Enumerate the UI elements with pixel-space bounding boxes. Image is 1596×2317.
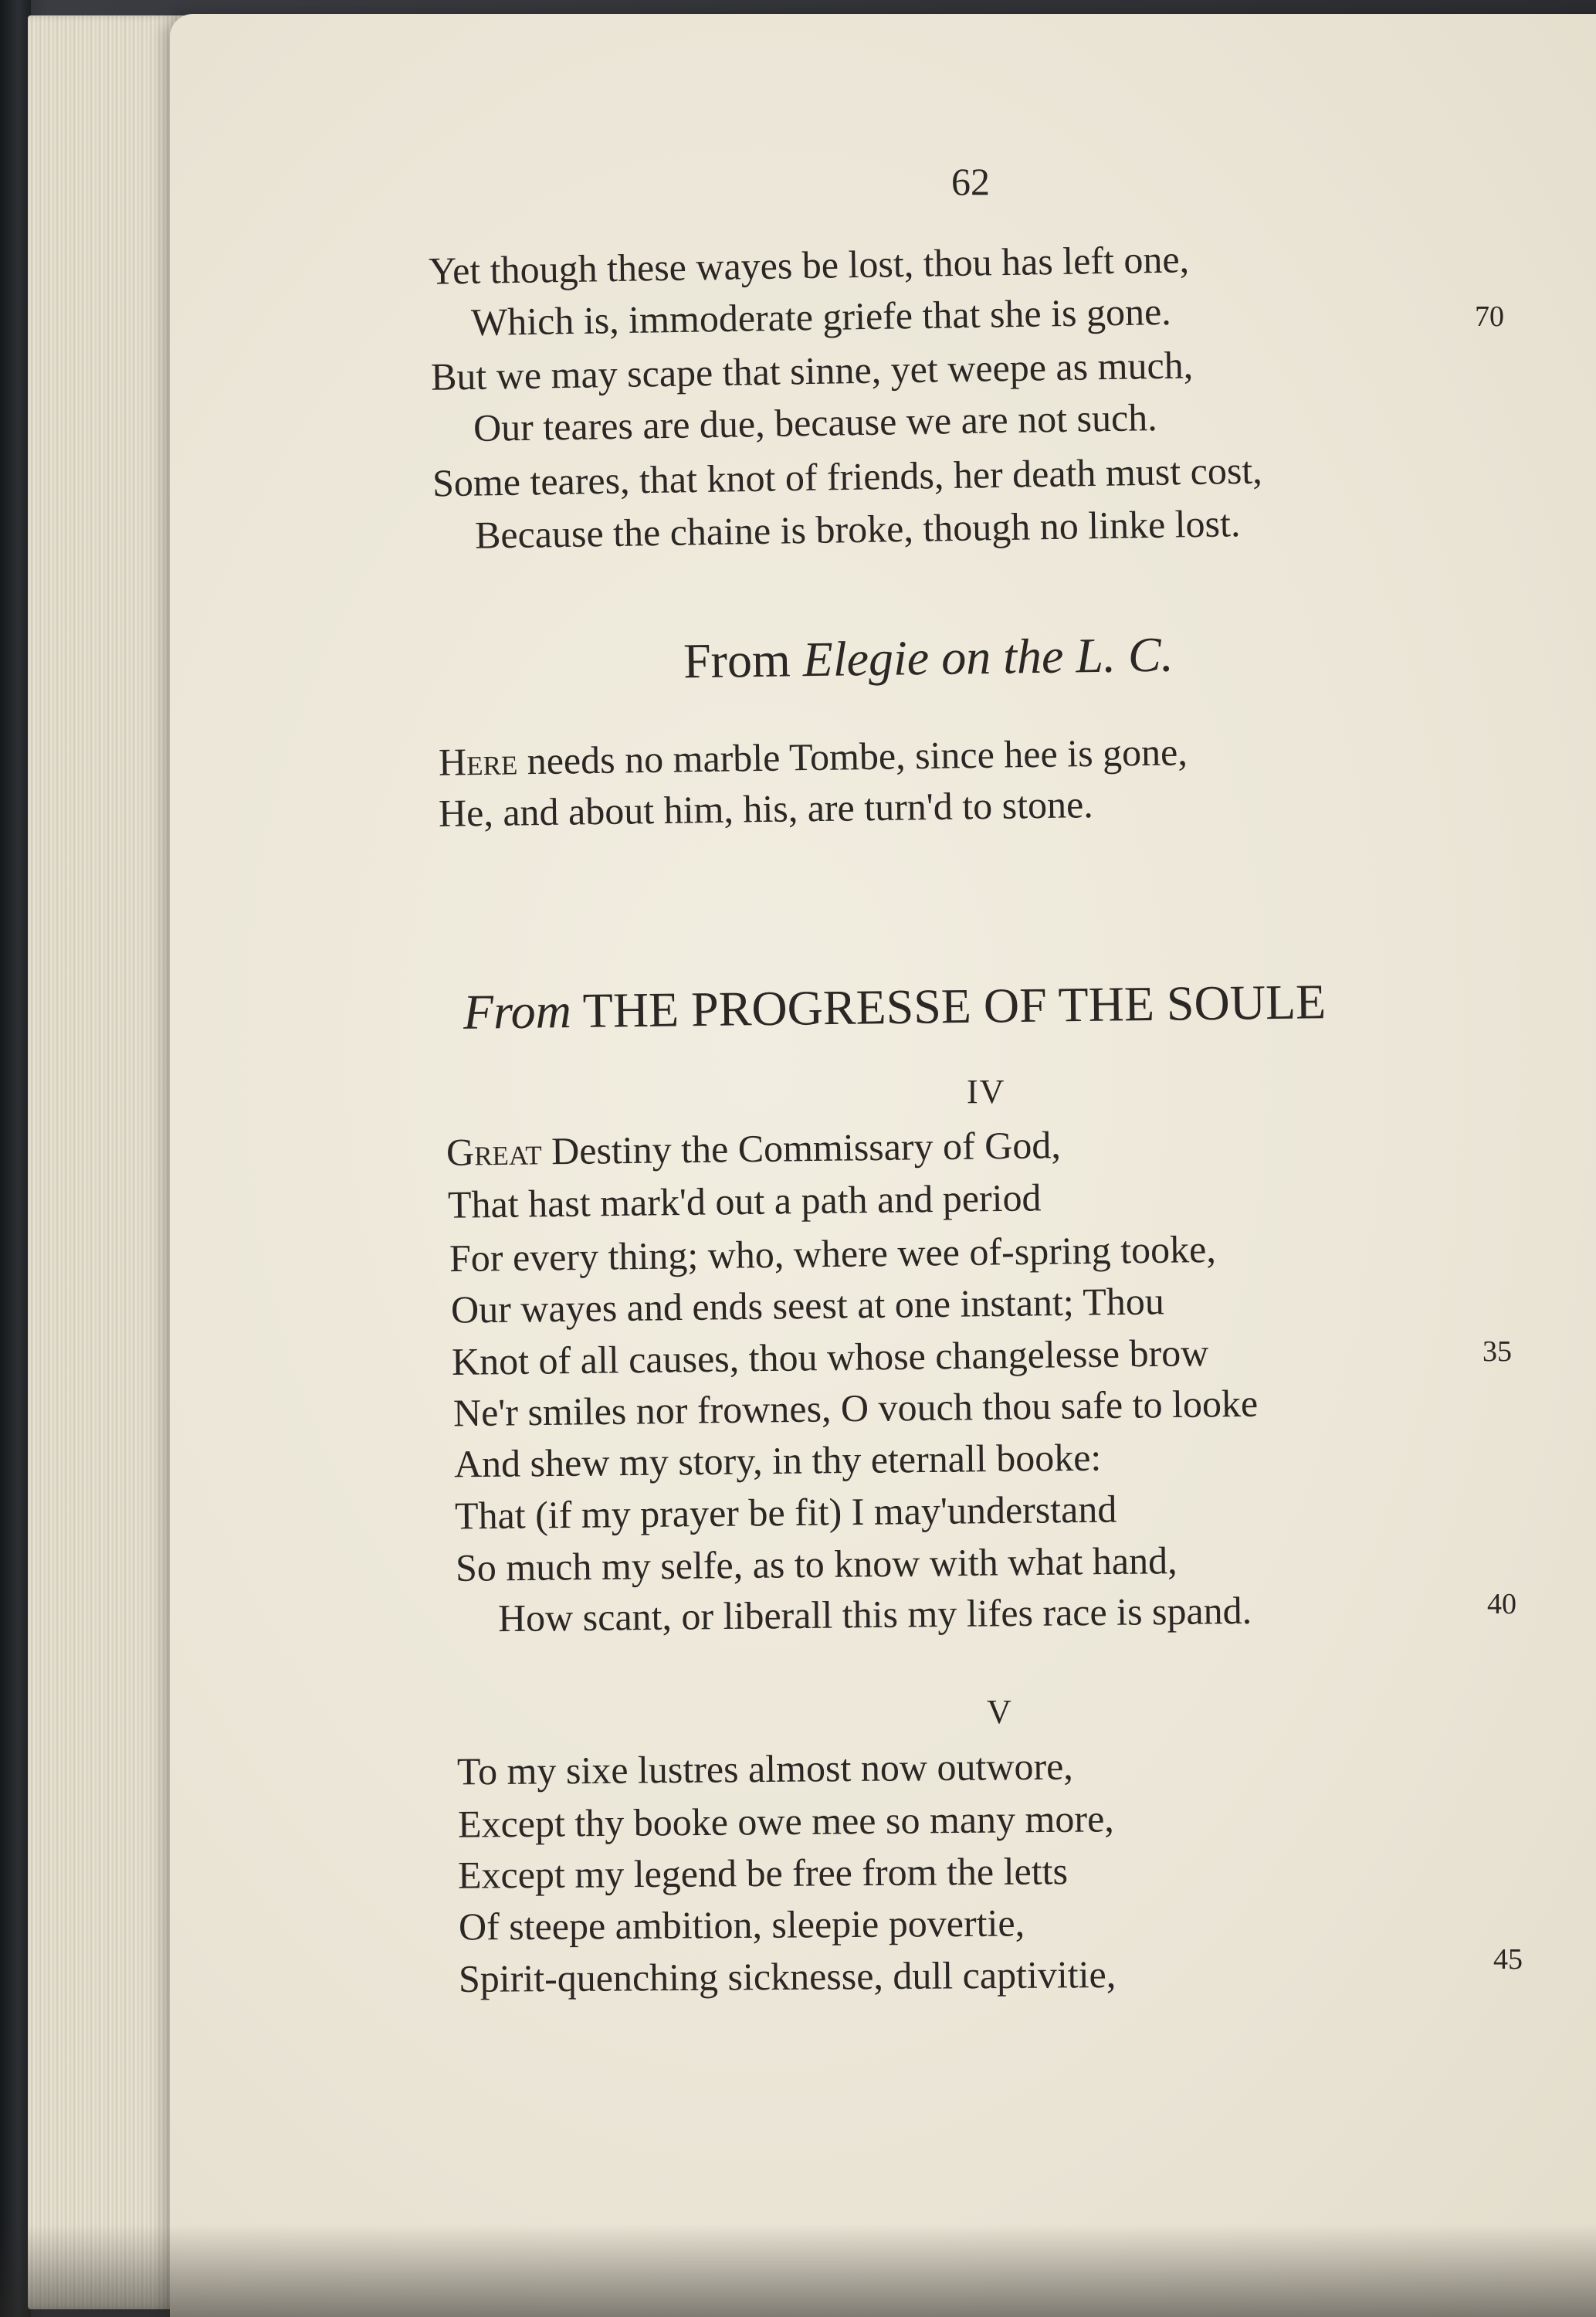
verse-line: That (if my prayer be fit) I may'understand [454,1487,1117,1538]
verse-line: Of steepe ambition, sleepie povertie, [458,1901,1025,1949]
book-binding [0,0,31,2317]
first-line-rest: needs no marble Tombe, since hee is gone, [517,730,1188,783]
first-word: Great [446,1129,542,1174]
line-number: 40 [1487,1588,1516,1620]
verse-line: Our teares are due, because we are not such. [473,395,1158,449]
line-number: 70 [1475,300,1504,333]
first-word: Here [438,739,518,784]
heading-prefix: From [463,983,572,1040]
heading-title: Elegie on the L. C. [802,626,1174,687]
progresse-heading [463,974,1327,1040]
first-line-rest: Destiny the Commissary of God, [541,1123,1062,1173]
verse-line: Some teares, that knot of friends, her death must cost, [432,448,1263,505]
verse-line [446,1125,1061,1172]
verse-line: How scant, or liberall this my lifes race is spand. [497,1588,1252,1640]
verse-line: Except thy booke owe mee so many more, [457,1796,1114,1846]
verse-line: Yet though these wayes be lost, thou has left one, [428,237,1190,293]
elegie-heading [683,626,1174,689]
verse-line: So much my selfe, as to know with what hand, [455,1538,1178,1589]
verse-line: He, and about him, his, are turn'd to stone. [438,782,1094,835]
page-number: 62 [951,160,990,203]
stanza-numeral-iv: IV [967,1073,1006,1111]
verse-line: That hast mark'd out a path and period [447,1175,1042,1226]
verse-line: Because the chaine is broke, though no linke lost. [474,501,1241,557]
verse-line: Spirit-quenching sicknesse, dull captivitie, [458,1952,1117,2000]
line-number: 45 [1493,1943,1523,1976]
line-number: 35 [1482,1335,1512,1368]
verse-line: Our wayes and ends seest at one instant; Thou [450,1279,1165,1332]
verse-line: Except my legend be free from the letts [457,1849,1069,1897]
verse-line: But we may scape that sinne, yet weepe as much, [430,343,1194,399]
verse-line: Knot of all causes, thou whose changelesse brow [451,1331,1209,1383]
heading-title: THE PROGRESSE OF THE SOULE [582,974,1327,1038]
verse-line: To my sixe lustres almost now outwore, [456,1744,1074,1793]
verse-line [439,732,1188,782]
stanza-numeral-v: V [987,1693,1013,1731]
verse-line: Ne'r smiles nor frownes, O vouch thou safe to looke [452,1381,1259,1435]
verse-line: For every thing; who, where wee of-spring tooke, [449,1226,1217,1281]
verse-line: Which is, immoderate griefe that she is gone. [470,289,1172,344]
verse-line: And shew my story, in thy eternall booke: [453,1435,1102,1486]
heading-prefix: From [683,632,791,689]
